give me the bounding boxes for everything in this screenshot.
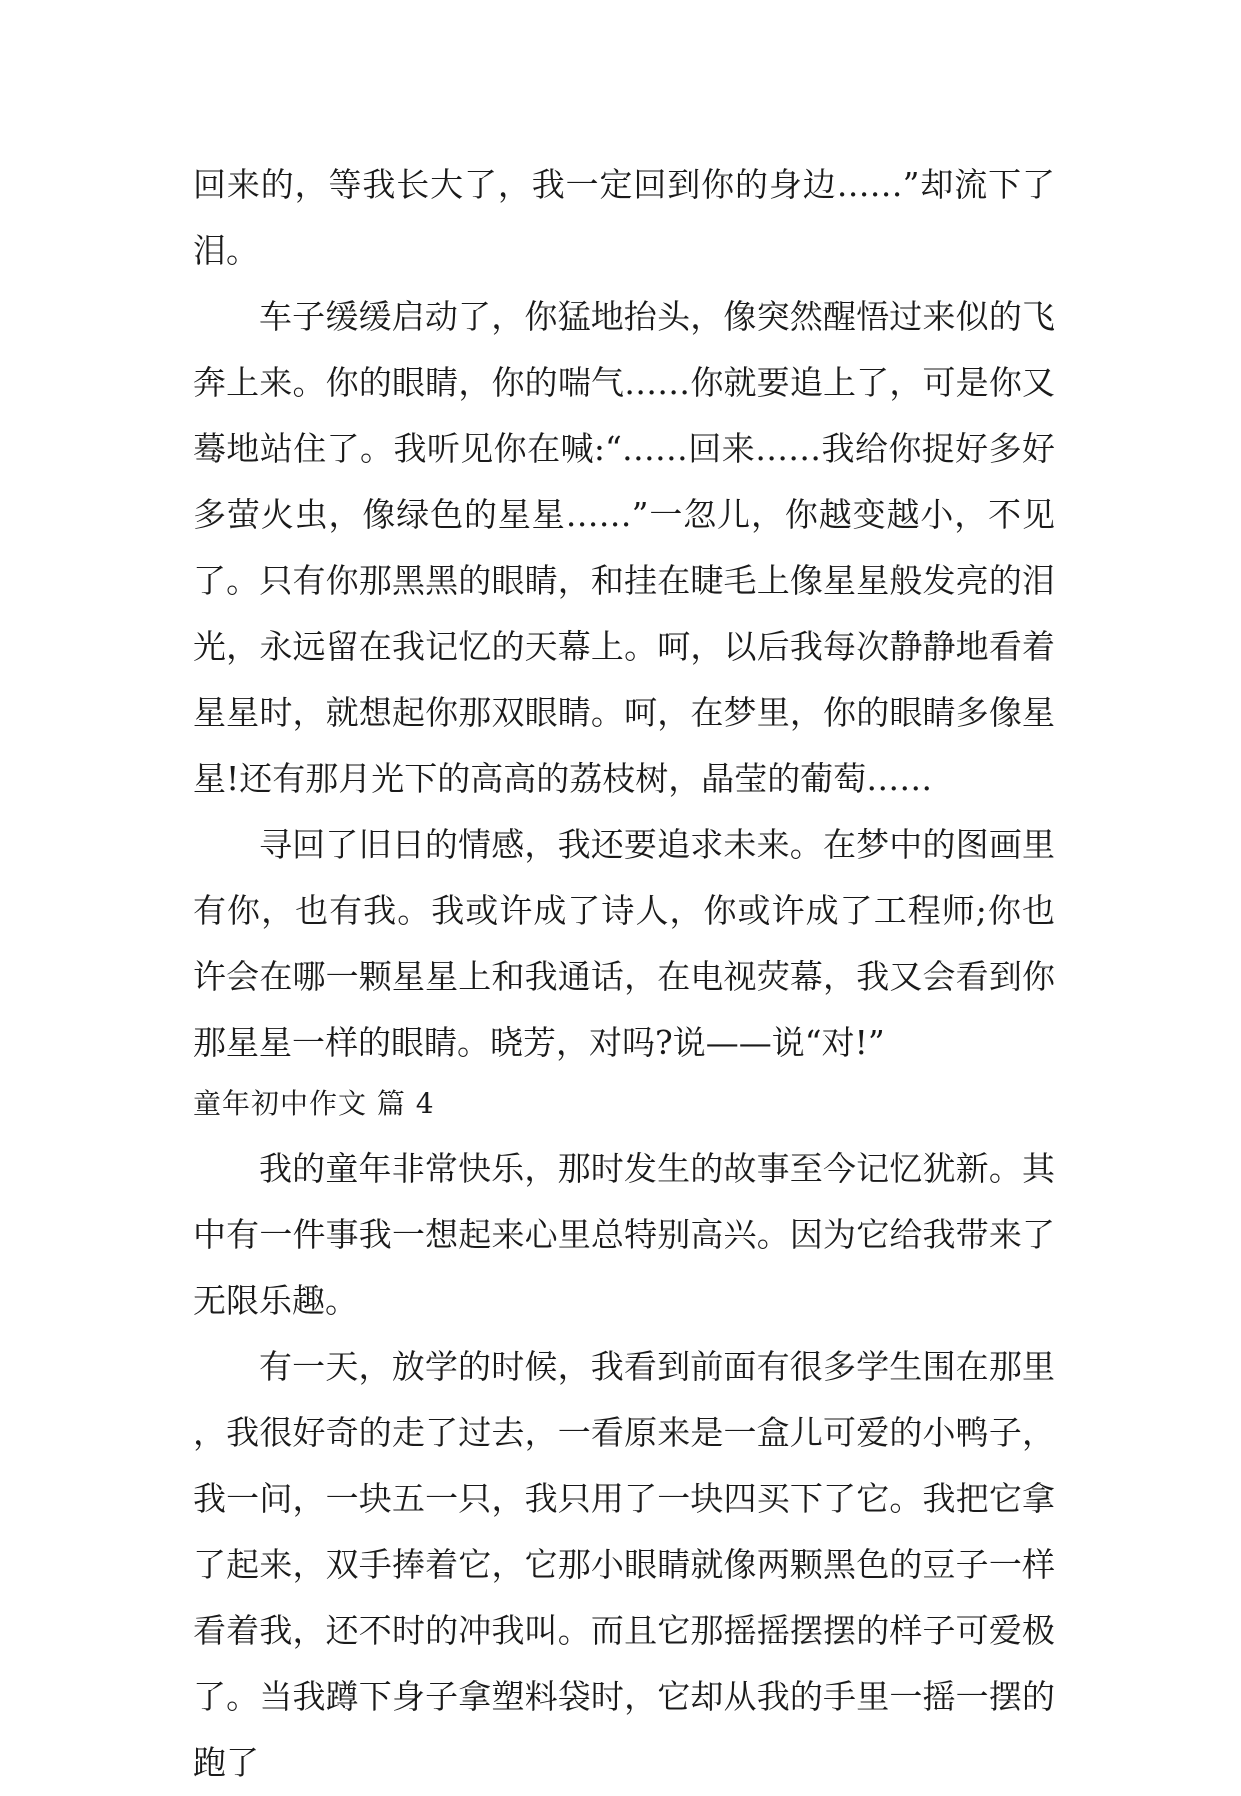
paragraph-future-dream: 寻回了旧日的情感，我还要追求未来。在梦中的图画里有你，也有我。我或许成了诗人，你或许成了工程师;你也许会在哪一颗星星上和我通话，在电视荧幕，我又会看到你那星星一样的眼睛。晓芳，对吗?说——说“对!” [193, 825, 1055, 1062]
section-heading: 童年初中作文 篇 4 [193, 1087, 435, 1120]
document-body [193, 152, 1055, 1796]
paragraph-continuation: 回来的，等我长大了，我一定回到你的身边……”却流下了泪。 [193, 165, 1055, 270]
paragraph-duckling-story: 有一天，放学的时候，我看到前面有很多学生围在那里，我很好奇的走了过去，一看原来是一盒儿可爱的小鸭子，我一问，一块五一只，我只用了一块四买下了它。我把它拿了起来，双手捧着它，它那小眼睛就像两颗黑色的豆子一样看着我，还不时的冲我叫。而且它那摇摇摆摆的样子可爱极了。当我蹲下身子拿塑料袋时，它却从我的手里一摇一摆的跑了 [193, 1347, 1055, 1782]
paragraph-car-departure: 车子缓缓启动了，你猛地抬头，像突然醒悟过来似的飞奔上来。你的眼睛，你的喘气……你就要追上了，可是你又蓦地站住了。我听见你在喊:“……回来……我给你捉好多好多萤火虫，像绿色的星星……”一忽儿，你越变越小，不见了。只有你那黑黑的眼睛，和挂在睫毛上像星星般发亮的泪光，永远留在我记忆的天幕上。呵，以后我每次静静地看着星星时，就想起你那双眼睛。呵，在梦里，你的眼睛多像星星!还有那月光下的高高的荔枝树，晶莹的葡萄…… [193, 297, 1055, 798]
paragraph-happy-childhood: 我的童年非常快乐，那时发生的故事至今记忆犹新。其中有一件事我一想起来心里总特别高兴。因为它给我带来了无限乐趣。 [193, 1149, 1055, 1320]
